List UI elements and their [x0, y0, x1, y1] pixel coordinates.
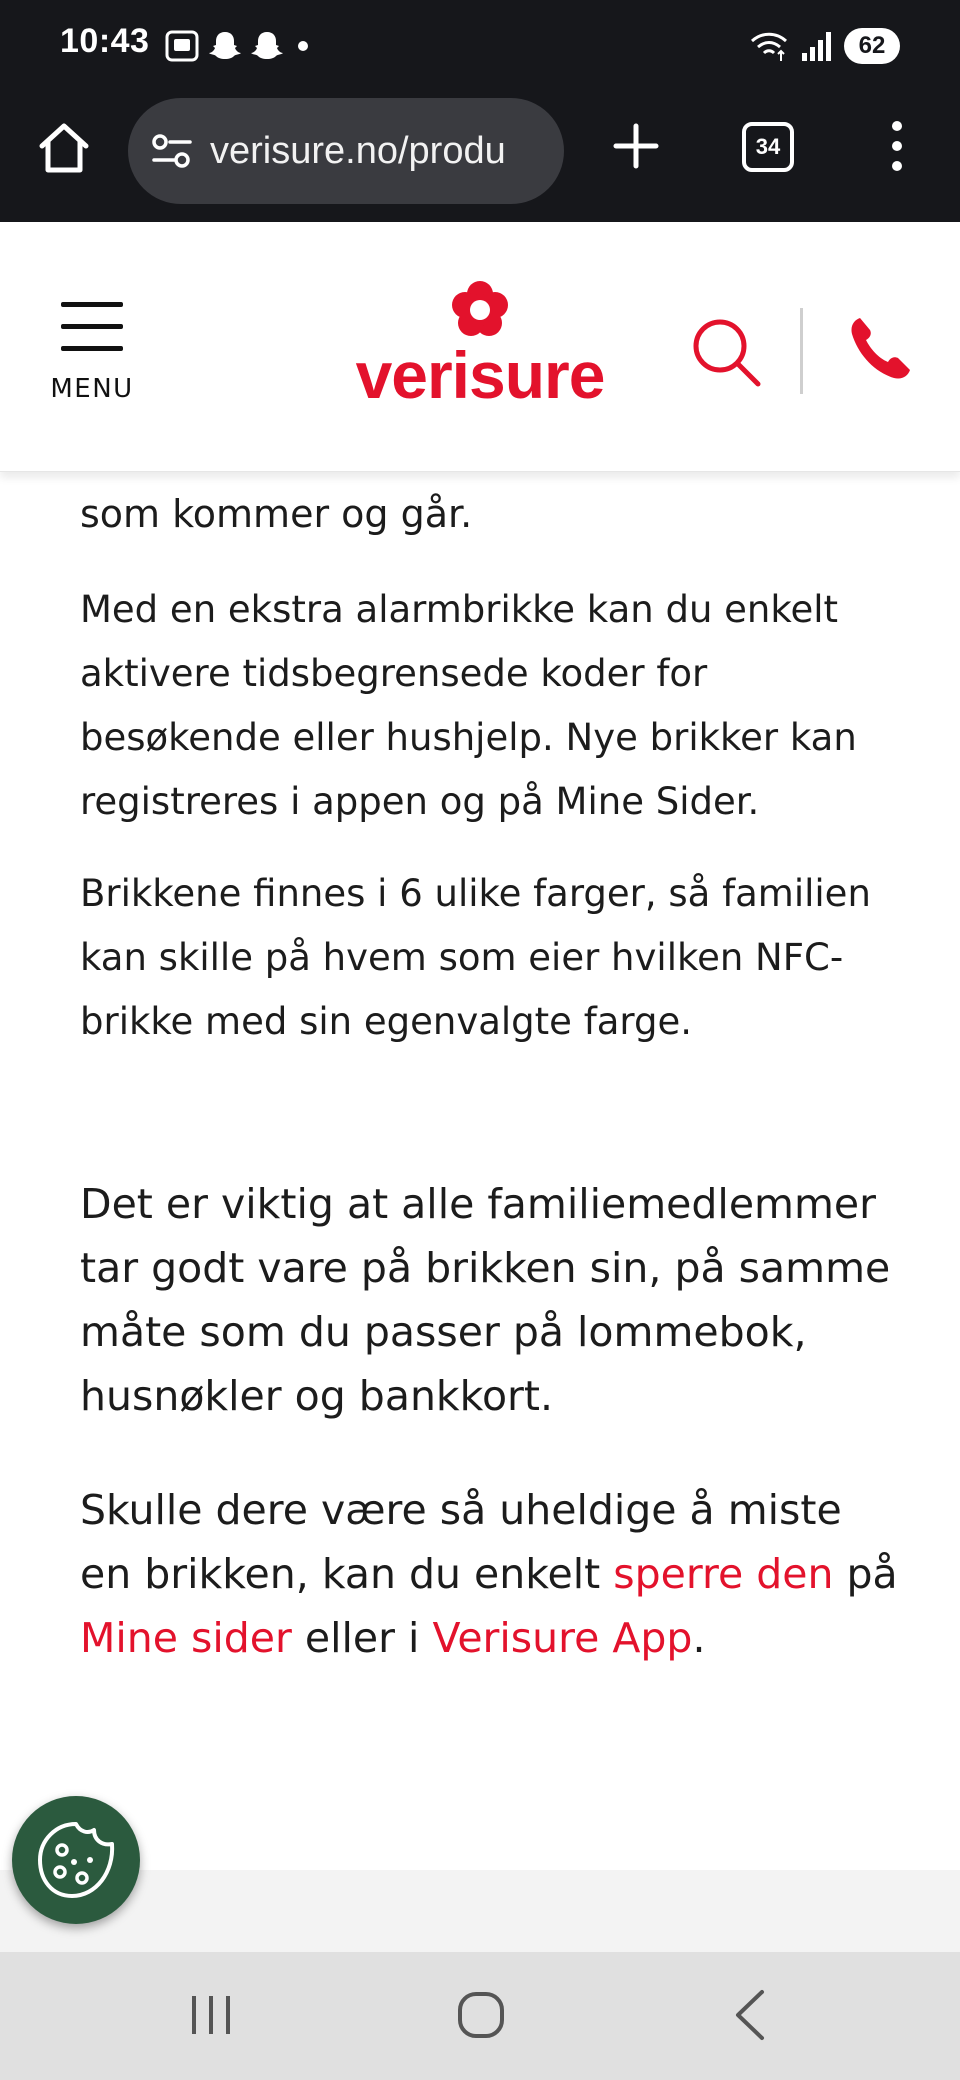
- hamburger-icon: [61, 302, 123, 352]
- logo-flower-icon: [330, 278, 630, 338]
- nav-home-icon[interactable]: [456, 1990, 506, 2040]
- snapchat-icon: [250, 29, 284, 63]
- tab-count: 34: [755, 134, 781, 159]
- paragraph-take-care: Det er viktig at alle familiemedlemmer tar godt vare på brikken sin, på samme måte som du passer på lommebok, husnøkler og bankkort.: [80, 1180, 891, 1420]
- more-vert-icon[interactable]: [880, 116, 914, 176]
- system-navigation-bar: [0, 1952, 960, 2080]
- paragraph-lost-tag: [80, 1478, 900, 1670]
- notification-icons: [164, 26, 314, 66]
- cookie-settings-button[interactable]: [12, 1796, 140, 1924]
- back-icon[interactable]: [730, 1988, 770, 2042]
- address-bar[interactable]: [128, 98, 564, 204]
- paragraph-tag-colors: Brikkene finnes i 6 ulike farger, så familien kan skille på hvem som eier hvilken NFC-brikke med sin egenvalgte farge.: [80, 872, 871, 1043]
- footer-strip: [0, 1870, 960, 1952]
- url-text[interactable]: verisure.no/produ: [210, 129, 506, 172]
- wifi-icon: [748, 29, 790, 63]
- plus-icon[interactable]: [606, 116, 666, 176]
- menu-button[interactable]: [46, 302, 138, 412]
- cookie-icon: [32, 1816, 120, 1904]
- block-tag-link[interactable]: sperre den: [613, 1550, 834, 1598]
- logo-wordmark: verisure: [355, 338, 605, 412]
- verisure-logo[interactable]: [330, 282, 630, 412]
- site-header: [0, 222, 960, 472]
- battery-indicator: 62: [844, 28, 900, 64]
- dot-icon: [292, 29, 314, 63]
- paragraph-extra-tag: Med en ekstra alarmbrikke kan du enkelt aktivere tidsbegrensede koder for besøkende eller hushjelp. Nye brikker kan registreres i appen og på Mine Sider.: [80, 588, 857, 823]
- paragraph-intro: som kommer og går.: [80, 492, 473, 536]
- browser-toolbar: [0, 92, 960, 222]
- status-bar: [0, 0, 960, 92]
- mine-sider-link[interactable]: Mine sider: [80, 1614, 292, 1662]
- text-segment: .: [692, 1614, 706, 1662]
- site-settings-icon[interactable]: [150, 131, 194, 171]
- screenshot-notification-icon: [164, 29, 200, 63]
- tab-switcher-button[interactable]: [742, 122, 794, 172]
- text-segment: eller i: [291, 1614, 433, 1662]
- text-segment: Skulle dere være så uheldige å miste en brikken, kan du enkelt: [80, 1486, 842, 1598]
- search-icon[interactable]: [690, 316, 764, 390]
- status-time: 10:43: [60, 22, 150, 60]
- snapchat-icon: [208, 29, 242, 63]
- menu-label: MENU: [50, 374, 134, 404]
- verisure-app-link[interactable]: Verisure App: [432, 1614, 693, 1662]
- text-segment: på: [833, 1550, 898, 1598]
- signal-icon: [800, 29, 834, 63]
- system-status-icons: [748, 26, 900, 66]
- recents-icon[interactable]: [186, 1990, 236, 2040]
- phone-icon[interactable]: [846, 314, 912, 384]
- home-icon[interactable]: [34, 118, 94, 178]
- header-divider: [800, 308, 803, 394]
